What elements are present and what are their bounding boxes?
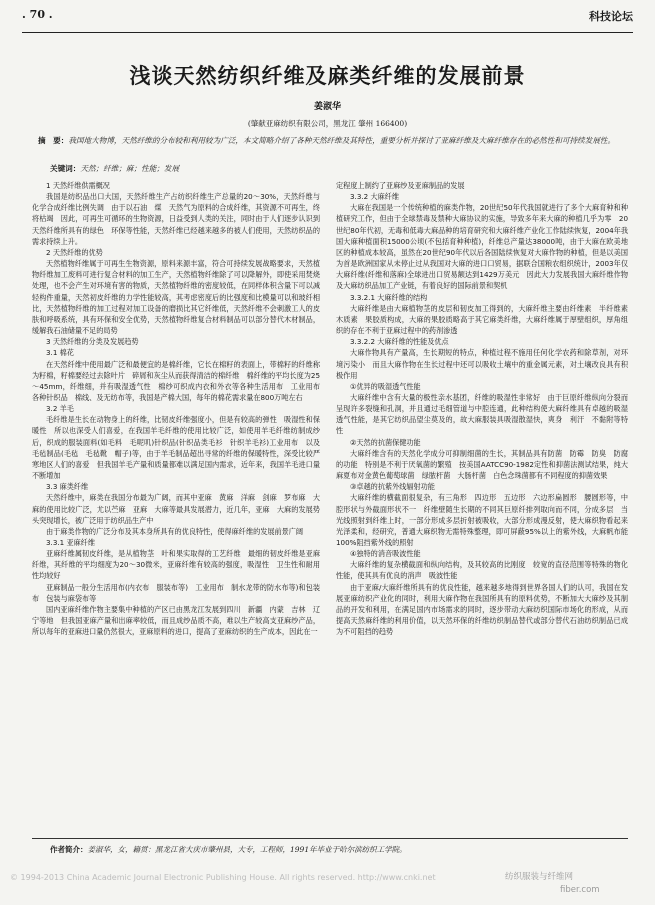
section-heading: 3.2 羊毛	[46, 404, 74, 414]
section-heading: 3.1 棉花	[46, 348, 74, 358]
body-paragraph: 大麻纤维是由大麻植物茎的皮层和韧皮加工得到的，大麻纤维主要由纤维素 半纤维素 木质素 果胶质构成，大麻的果胶质略高于其它麻类纤维，大麻纤维属于厚壁组织，厚角组织的存在不利于亚麻过程中的药剂渗透	[336, 303, 636, 336]
article-title: 浅谈天然纺织纤维及麻类纤维的发展前景	[129, 64, 526, 88]
copyright-line: © 1994-2013 China Academic Journal Electronic Publishing House. All rights reserved. http://www.cnki.net	[10, 873, 436, 882]
section-heading: 3.3.2.2 大麻纤维的性能及优点	[350, 337, 449, 347]
section-heading: 2 天然纤维的优势	[46, 247, 103, 257]
body-paragraph: 亚麻纤维属韧皮纤维，是从植物茎 叶和果实取得的工艺纤维 最细的韧皮纤维是亚麻纤维，其纤维的平均细度为20～30微米，亚麻纤维有较高的强度，吸湿性 卫生性和耐用性均较好	[32, 549, 320, 581]
body-paragraph: 天然植物纤维属于可再生生物资源，原料来源丰富，符合可持续发展战略要求，天然植物纤维加工废料可进行复合材料的加工生产，天然植物纤维除了可以降解外，即使采用焚烧处理，也不会产生对环境有害的物质，天然植物纤维的密度较低，在同样体积含量下可以减轻构件重量，天然初皮纤维的力学性能较高，其考虑密度后的比强度和比模量可以和玻纤相比，天然植物纤维的加工过程对加工设备的磨损比其它纤维低，天然纤维不会刺激工人的皮肤和呼吸系统，具有环保和安全优势，天然植物纤维复合材料制品可以部分替代木材制品，缓解我石油储量不足的局势	[32, 259, 320, 336]
body-paragraph: 天然纤维中，麻类在我国分布最为广阔，而其中亚麻 黄麻 洋麻 剑麻 罗布麻 大麻的使用比较广泛，尤以苎麻 亚麻 大麻等最具发展潜力，近几年，亚麻 大麻的发展势头突现增长，被广泛用于纺织品生产中	[32, 493, 320, 525]
section-heading: 3.3 麻类纤维	[46, 482, 89, 492]
body-paragraph: 大麻纤维中含有大量的极性亲水基团，纤维的吸湿性非常好 由于巨原纤维纵向分裂而呈现许多裂缝和孔洞，并且通过毛细管道与中腔连通，此种结构使大麻纤维具有卓越的吸湿透气性能，是其它纺织品望尘莫及的，故大麻服装具吸湿散湿快，爽身 利汗 不黏附等特性	[336, 392, 628, 436]
watermark-url: fiber.com	[560, 885, 600, 895]
body-paragraph: 我国是纺织品出口大国，天然纤维生产占纺织纤维生产总量的20～30%，天然纤维与化学合成纤维比例失调 由于以石油 煤 天然气为原料的合成纤维，其资源不可再生，终将枯竭 因此，可再生可循环的生物资源，日益受到人类的关注，同时由于人们逐步认识到天然纤维所具有的绿色 环保等性能，天然纤维已经越来越多的被人们使用，天然纺织品的需求持续上升。	[32, 192, 320, 246]
footnote-rule	[32, 838, 628, 839]
body-paragraph: 定程度上制约了亚麻纱及亚麻制品的发展	[336, 181, 465, 190]
journal-section: 科技论坛	[589, 10, 633, 23]
body-paragraph: 大麻纤维的复杂横截面和纵向结构，及其较高的比刚度 较宽的直径范围等特殊的物化性能，使其具有优良的消声 吸波性能	[336, 560, 628, 581]
body-paragraph: 国内亚麻纤维作物主要集中种植的产区已由黑龙江发展到四川 新疆 内蒙 吉林 辽宁等地 但我国亚麻产量和出麻率较低，而且成纱品质不高，难以生产较高支亚麻纱产品，所以每年的亚麻进口量仍然很大，亚麻原料的进口，提高了亚麻纺织的生产成本，因此在一	[32, 604, 320, 637]
header-rule	[22, 32, 633, 33]
author-bio	[50, 844, 407, 855]
abstract	[38, 135, 619, 146]
abstract-label: 摘 要：	[38, 136, 69, 145]
keywords-text: 天然；纤维；麻；性能；发展	[80, 164, 180, 173]
section-heading: ③卓越的抗紫外线辐射功能	[350, 482, 435, 492]
body-paragraph: 大麻纤维的横截面很复杂，有三角形 四边形 五边形 六边形扁圆形 腰圆形等，中腔形状与外截面形状不一 纤维壁随生长期的不同其巨原纤排列取向而不同，分成多层 当光线照射到纤维上时，一部分形成多层折射被吸收，大部分形成漫反射，使大麻织物看起来光泽柔和，经研究，普通大麻织物无需特殊整理，即可屏蔽95%以上的紫外线，大麻帆布能100%阻挡紫外线的照射	[336, 493, 628, 547]
body-paragraph: 大麻纤维含有的天然化学成分可抑制细菌的生长，其制品具有防菌 防霉 防臭 防腐的功能 特别是不利于厌氧菌的繁殖 按美国AATCC90-1982定性和抑菌法测试结果，纯大麻夏布对金黄色葡萄球菌 绿脓杆菌 大肠杆菌 白色念珠菌都有不同程度的抑菌效果	[336, 448, 628, 481]
section-heading: 1 天然纤维供需概况	[46, 181, 110, 190]
section-heading: ④独特的消音吸波性能	[350, 549, 421, 559]
section-heading: 3.3.1 亚麻纤维	[46, 538, 96, 547]
keywords-label: 关键词：	[50, 164, 81, 173]
section-heading: ①优异的吸湿透气性能	[350, 381, 421, 391]
page-number: . 70 .	[22, 8, 53, 21]
body-paragraph: 大麻作物具有产量高，生长期短的特点，种植过程不施用任何化学农药和除草剂，对环境污染小 而且大麻作物在生长过程中还可以吸收土壤中的重金属元素，对土壤改良具有积极作用	[336, 348, 628, 380]
affiliation: (肇献亚麻纺织有限公司，黑龙江 肇州 166400)	[247, 119, 408, 128]
body-paragraph: 大麻在我国是一个传统种植的麻类作物，20世纪50年代我国就进行了多个大麻育种和种植研究工作，但由于全球禁毒及禁种大麻协议的实施，导致多年来大麻的种植几乎为零 20世纪80年代初，无毒和低毒大麻品种的培育研究和大麻纤维产业化工作陆续恢复，2004年我国大麻种植面积15000公顷(不包括育种种植)，纤维总产量达38000吨，由于大麻在欧美地区的种植成本较高，虽然在20世纪90年代以后各国陆续恢复对大麻作物的种植，但是以美国为首是欧洲国家从未停止过从我国对大麻的进口口贸易，据联合国粮农组织统计，2003年仅大麻纤维(纤维和落麻)全球进出口贸易额达到1429万美元 因此大力发展我国大麻纤维作物及大麻纺织品加工产业链，有着良好的国际前景和契机	[336, 203, 628, 291]
running-header	[22, 6, 633, 26]
author-bio-text: 姜淑华，女，籍贯：黑龙江省大庆市肇州县，大专，工程师，1991年毕业于哈尔滨纺织工学院。	[87, 845, 407, 854]
author: 姜淑华	[313, 102, 341, 112]
body-paragraph: 亚麻制品一般分生活用布(内衣布 服装布等) 工业用布 制水龙带的防水布等)和包装布 包装与麻袋布等	[32, 582, 320, 603]
watermark-text: 纺织服装与纤维网	[505, 872, 574, 882]
author-bio-label: 作者简介：	[50, 845, 88, 854]
body-paragraph: 由于亚麻/大麻纤维所具有的优良性能，越来越多地得到世界各国人们的认可，我国在发展亚麻纺织产业化的同时，利用大麻作物在我国所具有的原料优势，不断加大大麻纱及其制品的开发和利用，在满足国内市场需求的同时，逐步带动大麻纺织国际市场化的形成，从而提高天然麻纤维的利用价值，以天然环保的纤维纺织制品替代或部分替代石油纺织制品已成为不可阻挡的趋势	[336, 582, 628, 637]
left-column	[32, 180, 328, 637]
section-heading: 3.3.2.1 大麻纤维的结构	[350, 292, 428, 302]
keywords	[50, 163, 179, 174]
right-column	[336, 180, 636, 637]
abstract-text: 我国地大物博，天然纤维的分布较和利用较为广泛，本文简略介绍了各种天然纤维及其特性，重要分析并探讨了亚麻纤维及大麻纤维存在的必然性和可持续发展性。	[68, 136, 616, 145]
body-paragraph: 毛纤维是生长在动物身上的纤维，比韧皮纤维强度小，但是有较高的弹性 吸湿性和保暖性 所以也深受人们喜爱，在我国羊毛纤维的使用比较广泛，如使用羊毛纤维纺制成纱后，织成的服装面料(如毛料 毛呢叽)针织品(针织品类毛衫 针织羊毛衫)工业用布 以及毛毡制品(毛毡 毛毡靴 帽子)等，由于羊毛制品超出寻常的纤维的保暖特性，深受比较严寒地区人们的喜爱 但我国羊毛产量和质量都难以满足国内需求，近年来，我国羊毛进口量不断增加	[32, 415, 320, 481]
section-heading: 3.3.2 大麻纤维	[350, 192, 400, 202]
body-paragraph: 由于麻类作物的广泛分布及其本身所具有的优良特性，使得麻纤维的发展前景广阔	[46, 526, 304, 536]
body-paragraph: 在天然纤维中使用最广泛和最便宜的是棉纤维，它长在棉籽的表面上，带棉籽的纤维称为籽棉，籽棉要经过去除叶片 碎屑和灰尘从而获得清洁的棉纤维 棉纤维的平均长度为25～45mm，纤维细，并有吸湿透气性 棉纱可织成内衣和外衣等各种生活用布 工业用布 各种针织品 棉线、及无纺布等，我国是产棉大国，每年的棉花需求量在800万吨左右	[32, 359, 328, 402]
section-heading: 3 天然纤维的分类及发展趋势	[46, 337, 139, 347]
section-heading: ②天然的抗菌保健功能	[350, 437, 421, 447]
